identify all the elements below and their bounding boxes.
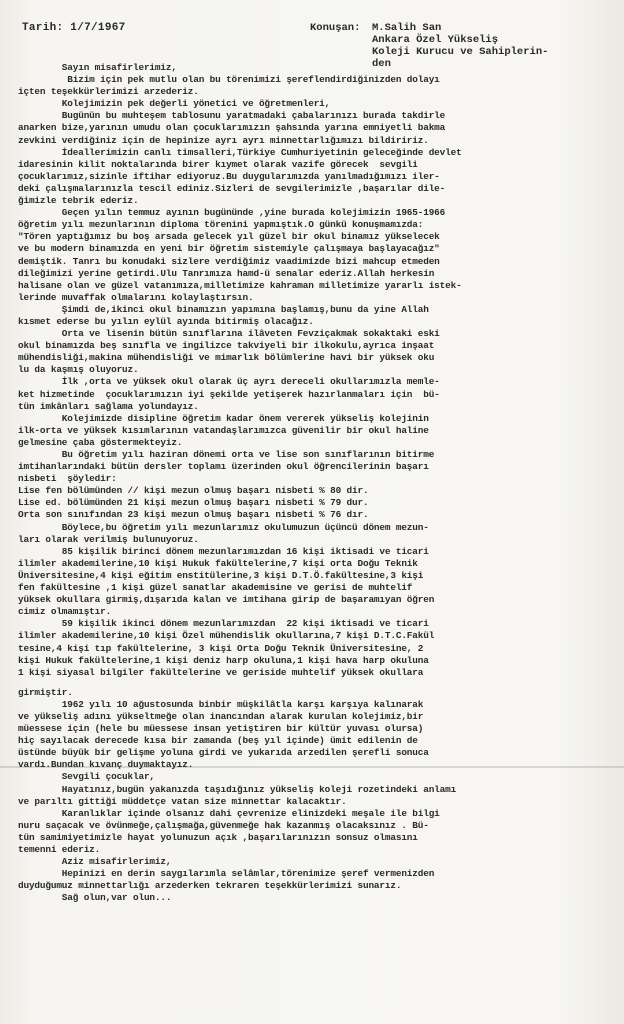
speech-line: mühendisliği,makina mühendisliği ve mimarlık bölümlerine havi bir yüksek oku xyxy=(18,352,435,364)
speech-line: tün imkânları sağlama yolundayız. xyxy=(18,400,199,412)
speech-line: Kolejimizin pek değerli yönetici ve öğretmenleri, xyxy=(18,98,331,110)
speech-line: Lise ed. bölümünden 21 kişi mezun olmuş başarı nisbeti % 79 dur. xyxy=(18,497,369,509)
speech-line: nisbeti şöyledir: xyxy=(18,473,117,485)
speech-line: nuru saçacak ve övünmeğe,çalışmağa,güvenmeğe hak kazanmış olacaksınız . Bü- xyxy=(18,819,429,831)
speech-line: tesine,4 kişi tıp fakültelerine, 3 kişi Orta Doğu Teknik Üniversitesine, 2 xyxy=(18,642,424,654)
speech-line: demiştik. Tanrı bu konudaki sizlere verdiğimiz vaadimizde bizi mahcup etmeden xyxy=(18,255,440,267)
speech-line: Aziz misafirlerimiz, xyxy=(18,856,172,868)
speech-line: halisane olan ve güzel vatanımıza,milletimize kahraman milletimize yararlı istek- xyxy=(18,279,462,291)
speech-line: Lise fen bölümünden // kişi mezun olmuş başarı nisbeti % 80 dir. xyxy=(18,485,369,497)
speech-line: ilk-orta ve yüksek kısımlarının vatandaşlarımızca güvenilir bir okul haline xyxy=(18,424,429,436)
speech-line: hiç sayılacak derecede kısa bir zamanda (beş yıl içinde) ümit edilenin de xyxy=(18,735,418,747)
speech-line: zevkini verdiğiniz için de hepinize ayrı ayrı minnettarlığımızı bildiririz. xyxy=(18,134,429,146)
speech-line: fen fakültesine ,1 kişi güzel sanatlar akademisine ve gerisi de muhtelif xyxy=(18,582,413,594)
speech-line: cimiz olmamıştır. xyxy=(18,606,112,618)
speech-line: lerinde muvaffak olmalarını kolaylaştırsın. xyxy=(18,291,254,303)
speech-line: girmiştir. xyxy=(18,686,73,698)
speech-line: Orta ve lisenin bütün sınıflarına ilâveten Fevziçakmak sokaktaki eski xyxy=(18,328,440,340)
speech-line: içten teşekkürlerimizi arzederiz. xyxy=(18,86,199,98)
speech-line: Hepinizi en derin saygılarımla selâmlar,törenimize şeref vermenizden xyxy=(18,868,435,880)
speech-line: Üniversitesine,4 kişi eğitim enstitülerine,3 kişi D.T.Ö.fakültesine,3 kişi xyxy=(18,569,424,581)
speech-line: Kolejimizde disipline öğretim kadar önem vererek yükseliş kolejinin xyxy=(18,412,429,424)
speech-line: idaresinin kilit noktalarında birer kıymet olarak vazife görecek sevgili xyxy=(18,158,418,170)
speech-line: Hayatınız,bugün yakanızda taşıdığınız yükseliş koleji rozetindeki anlamı xyxy=(18,783,457,795)
speech-line: Sayın misafirlerimiz, xyxy=(18,62,177,73)
speech-line: öğretim yılı mezunlarının diploma törenini yapmıştık.O günkü konuşmamızda: xyxy=(18,219,424,231)
speech-line: kişi Hukuk fakültelerine,1 kişi deniz harp okuluna,1 kişi hava harp okuluna xyxy=(18,654,429,666)
speaker-line: Koleji Kurucu ve Sahiplerin- xyxy=(372,46,549,58)
speech-line: gelmesine çaba göstermekteyiz. xyxy=(18,436,183,448)
speech-line: 85 kişilik birinci dönem mezunlarımızdan 16 kişi iktisadi ve ticari xyxy=(18,545,429,557)
speech-line: Orta son sınıfından 23 kişi mezun olmuş başarı nisbeti % 76 dır. xyxy=(18,509,369,521)
speech-line: ları olarak verilmiş bulunuyoruz. xyxy=(18,533,199,545)
speaker-label: Konuşan: xyxy=(310,22,361,34)
speech-line: "Tören yaptığımız bu boş arsada gelecek yıl güzel bir okul binamız yükselecek xyxy=(18,231,440,243)
speech-line: lu da kaşmış oluyoruz. xyxy=(18,364,139,376)
speech-line: çocuklarımız,sizinle iftihar ediyoruz.Bu duygularımızda yanılmadığımızı iler- xyxy=(18,170,440,182)
speech-line: deki çalışmalarınızla tescil ediniz.Sizleri de sevgilerimizle ,başarılar dile- xyxy=(18,182,446,194)
speech-part-1 xyxy=(18,62,614,679)
speech-line: üstünde büyük bir gelişme yoluna girdi ve yukarıda arzedilen şerefli sonuca xyxy=(18,747,429,759)
speech-line: Sevgili çocuklar, xyxy=(18,771,155,783)
speech-line: anarken bize,yarının umudu olan çocuklarımızın şahsında yarına emniyetli bakma xyxy=(18,122,446,134)
speech-line: yüksek okullara girmiş,dışarıda kalan ve imtihana girip de başaramıyan öğren xyxy=(18,594,435,606)
speech-line: ğimizle tebrik ederiz. xyxy=(18,195,139,207)
speech-line: Sağ olun,var olun... xyxy=(18,892,172,904)
speech-part-2 xyxy=(18,687,614,905)
speech-line: İdeallerimizin canlı timsalleri,Türkiye Cumhuriyetinin geleceğinde devlet xyxy=(18,146,462,158)
speech-line: ve parıltı gittiği müddetçe vatan size minnettar kalacaktır. xyxy=(18,795,347,807)
speech-line: Karanlıklar içinde olsanız dahi çevrenize elinizdeki meşale ile bilgi xyxy=(18,807,440,819)
speech-line: Bizim için pek mutlu olan bu törenimizi şereflendirdiğinizden dolayı xyxy=(18,74,440,86)
speech-line: tün samimiyetimizle hayat yolunuzun açık ,başarılarınızın sonsuz olmasını xyxy=(18,831,418,843)
speech-line: kısmet ederse bu yılın eylül ayında bitirmiş olacağız. xyxy=(18,315,314,327)
speech-line: duyduğumuz minnettarlığı arzederken tekraren teşekkürlerimizi sunarız. xyxy=(18,880,402,892)
speech-line: ket hizmetinde çocuklarımızın iyi şekilde yetişerek hazırlanmaları için bü- xyxy=(18,388,440,400)
speaker-line: Ankara Özel Yükseliş xyxy=(372,34,499,46)
speech-line: dileğimizi yerine getirdi.Ulu Tanrımıza hamd-ü senalar ederiz.Allah herkesin xyxy=(18,267,435,279)
speech-line: Geçen yılın temmuz ayının bugününde ,yine burada kolejimizin 1965-1966 xyxy=(18,207,446,219)
speech-line: ve bu modern binamızda en yeni bir öğretim sistemiyle çalışmaya başlayacağız" xyxy=(18,243,440,255)
speech-line: İlk ,orta ve yüksek okul olarak üç ayrı dereceli okullarımızla memle- xyxy=(18,376,440,388)
speech-line: Bu öğretim yılı haziran dönemi orta ve lise son sınıflarının bitirme xyxy=(18,449,435,460)
speech-line: okul binamızda beş sınıfla ve ingilizce takviyeli bir ilkokulu,ayrıca inşaat xyxy=(18,340,435,352)
speech-line: müessese için (hele bu müessese insan yetiştiren bir kültür yuvası olursa) xyxy=(18,723,424,735)
speech-line: Böylece,bu öğretim yılı mezunlarımız okulumuzun üçüncü dönem mezun- xyxy=(18,521,429,533)
speaker-line: den xyxy=(372,58,391,70)
speech-line: ilimler akademilerine,10 kişi Hukuk fakültelerine,7 kişi orta Doğu Teknik xyxy=(18,557,418,569)
fold-gap xyxy=(18,679,614,687)
speech-body xyxy=(18,62,614,904)
speech-line: 1 kişi siyasal bilgiler fakültelerine ve geriside muhtelif yüksek okullara xyxy=(18,666,424,678)
speech-line: 59 kişilik ikinci dönem mezunlarımızdan 22 kişi iktisadi ve ticari xyxy=(18,618,429,630)
speech-line: temenni ederiz. xyxy=(18,844,101,855)
speech-line: vardı.Bundan kıvanç duymaktayız. xyxy=(18,759,194,771)
speech-line: 1962 yılı 10 ağustosunda binbir müşkilâtla karşı karşıya kalınarak xyxy=(18,698,424,710)
speech-line: ve yükseliş adını yükseltmeğe olan inancından alarak kurulan kolejimiz,bir xyxy=(18,710,424,722)
speech-line: Şimdi de,ikinci okul binamızın yapımına başlamış,bunu da yine Allah xyxy=(18,303,429,315)
speech-line: Bugünün bu muhteşem tablosunu yaratmadaki çabalarınızı burada takdirle xyxy=(18,110,446,122)
speech-line: imtihanlarındaki bütün dersler toplamı üzerinden okul öğrencilerinin başarı xyxy=(18,461,429,473)
date-label: Tarih: 1/7/1967 xyxy=(22,22,126,34)
speaker-line: M.Salih San xyxy=(372,22,442,34)
speech-line: ilimler akademilerine,10 kişi Özel mühendislik okullarına,7 kişi D.T.C.Fakül xyxy=(18,630,435,642)
